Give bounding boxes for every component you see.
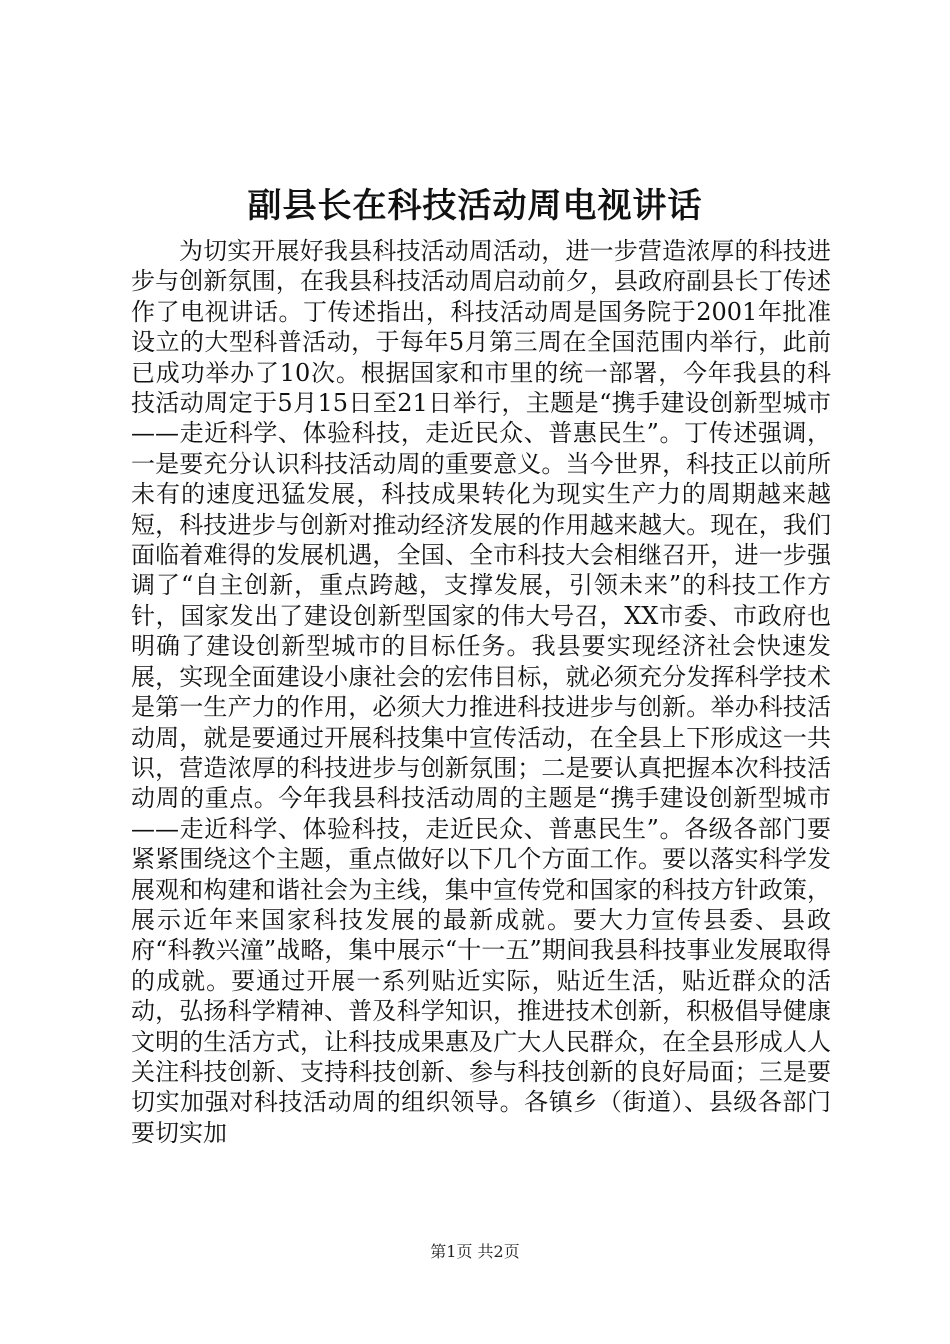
document-title: 副县长在科技活动周电视讲话 — [247, 186, 703, 226]
body-paragraph: 为切实开展好我县科技活动周活动，进一步营造浓厚的科技进步与创新氛围，在我县科技活动周启动前夕，县政府副县长丁传述作了电视讲话。丁传述指出，科技活动周是国务院于2001年批准设立的大型科普活动，于每年5月第三周在全国范围内举行，此前已成功举办了10次。根据国家和市里的统一部署，今年我县的科技活动周定于5月15日至21日举行，主题是“携手建设创新型城市——走近科学、体验科技，走近民众、普惠民生”。丁传述强调，一是要充分认识科技活动周的重要意义。当今世界，科技正以前所未有的速度迅猛发展，科技成果转化为现实生产力的周期越来越短，科技进步与创新对推动经济发展的作用越来越大。现在，我们面临着难得的发展机遇，全国、全市科技大会相继召开，进一步强调了“自主创新，重点跨越，支撑发展，引领未来”的科技工作方针，国家发出了建设创新型国家的伟大号召，XX市委、市政府也明确了建设创新型城市的目标任务。我县要实现经济社会快速发展，实现全面建设小康社会的宏伟目标，就必须充分发挥科学技术是第一生产力的作用，必须大力推进科技进步与创新。举办科技活动周，就是要通过开展科技集中宣传活动，在全县上下形成这一共识，营造浓厚的科技进步与创新氛围；二是要认真把握本次科技活动周的重点。今年我县科技活动周的主题是“携手建设创新型城市——走近科学、体验科技，走近民众、普惠民生”。各级各部门要紧紧围绕这个主题，重点做好以下几个方面工作。要以落实科学发展观和构建和谐社会为主线，集中宣传党和国家的科技方针政策，展示近年来国家科技发展的最新成就。要大力宣传县委、县政府“科教兴潼”战略，集中展示“十一五”期间我县科技事业发展取得的成就。要通过开展一系列贴近实际，贴近生活，贴近群众的活动，弘扬科学精神、普及科学知识，推进技术创新，积极倡导健康文明的生活方式，让科技成果惠及广大人民群众，在全县形成人人关注科技创新、支持科技创新、参与科技创新的良好局面；三是要切实加强对科技活动周的组织领导。各镇乡（街道）、县级各部门要切实加 — [131, 237, 831, 1147]
page-indicator: 第1页 共2页 — [430, 1242, 520, 1261]
